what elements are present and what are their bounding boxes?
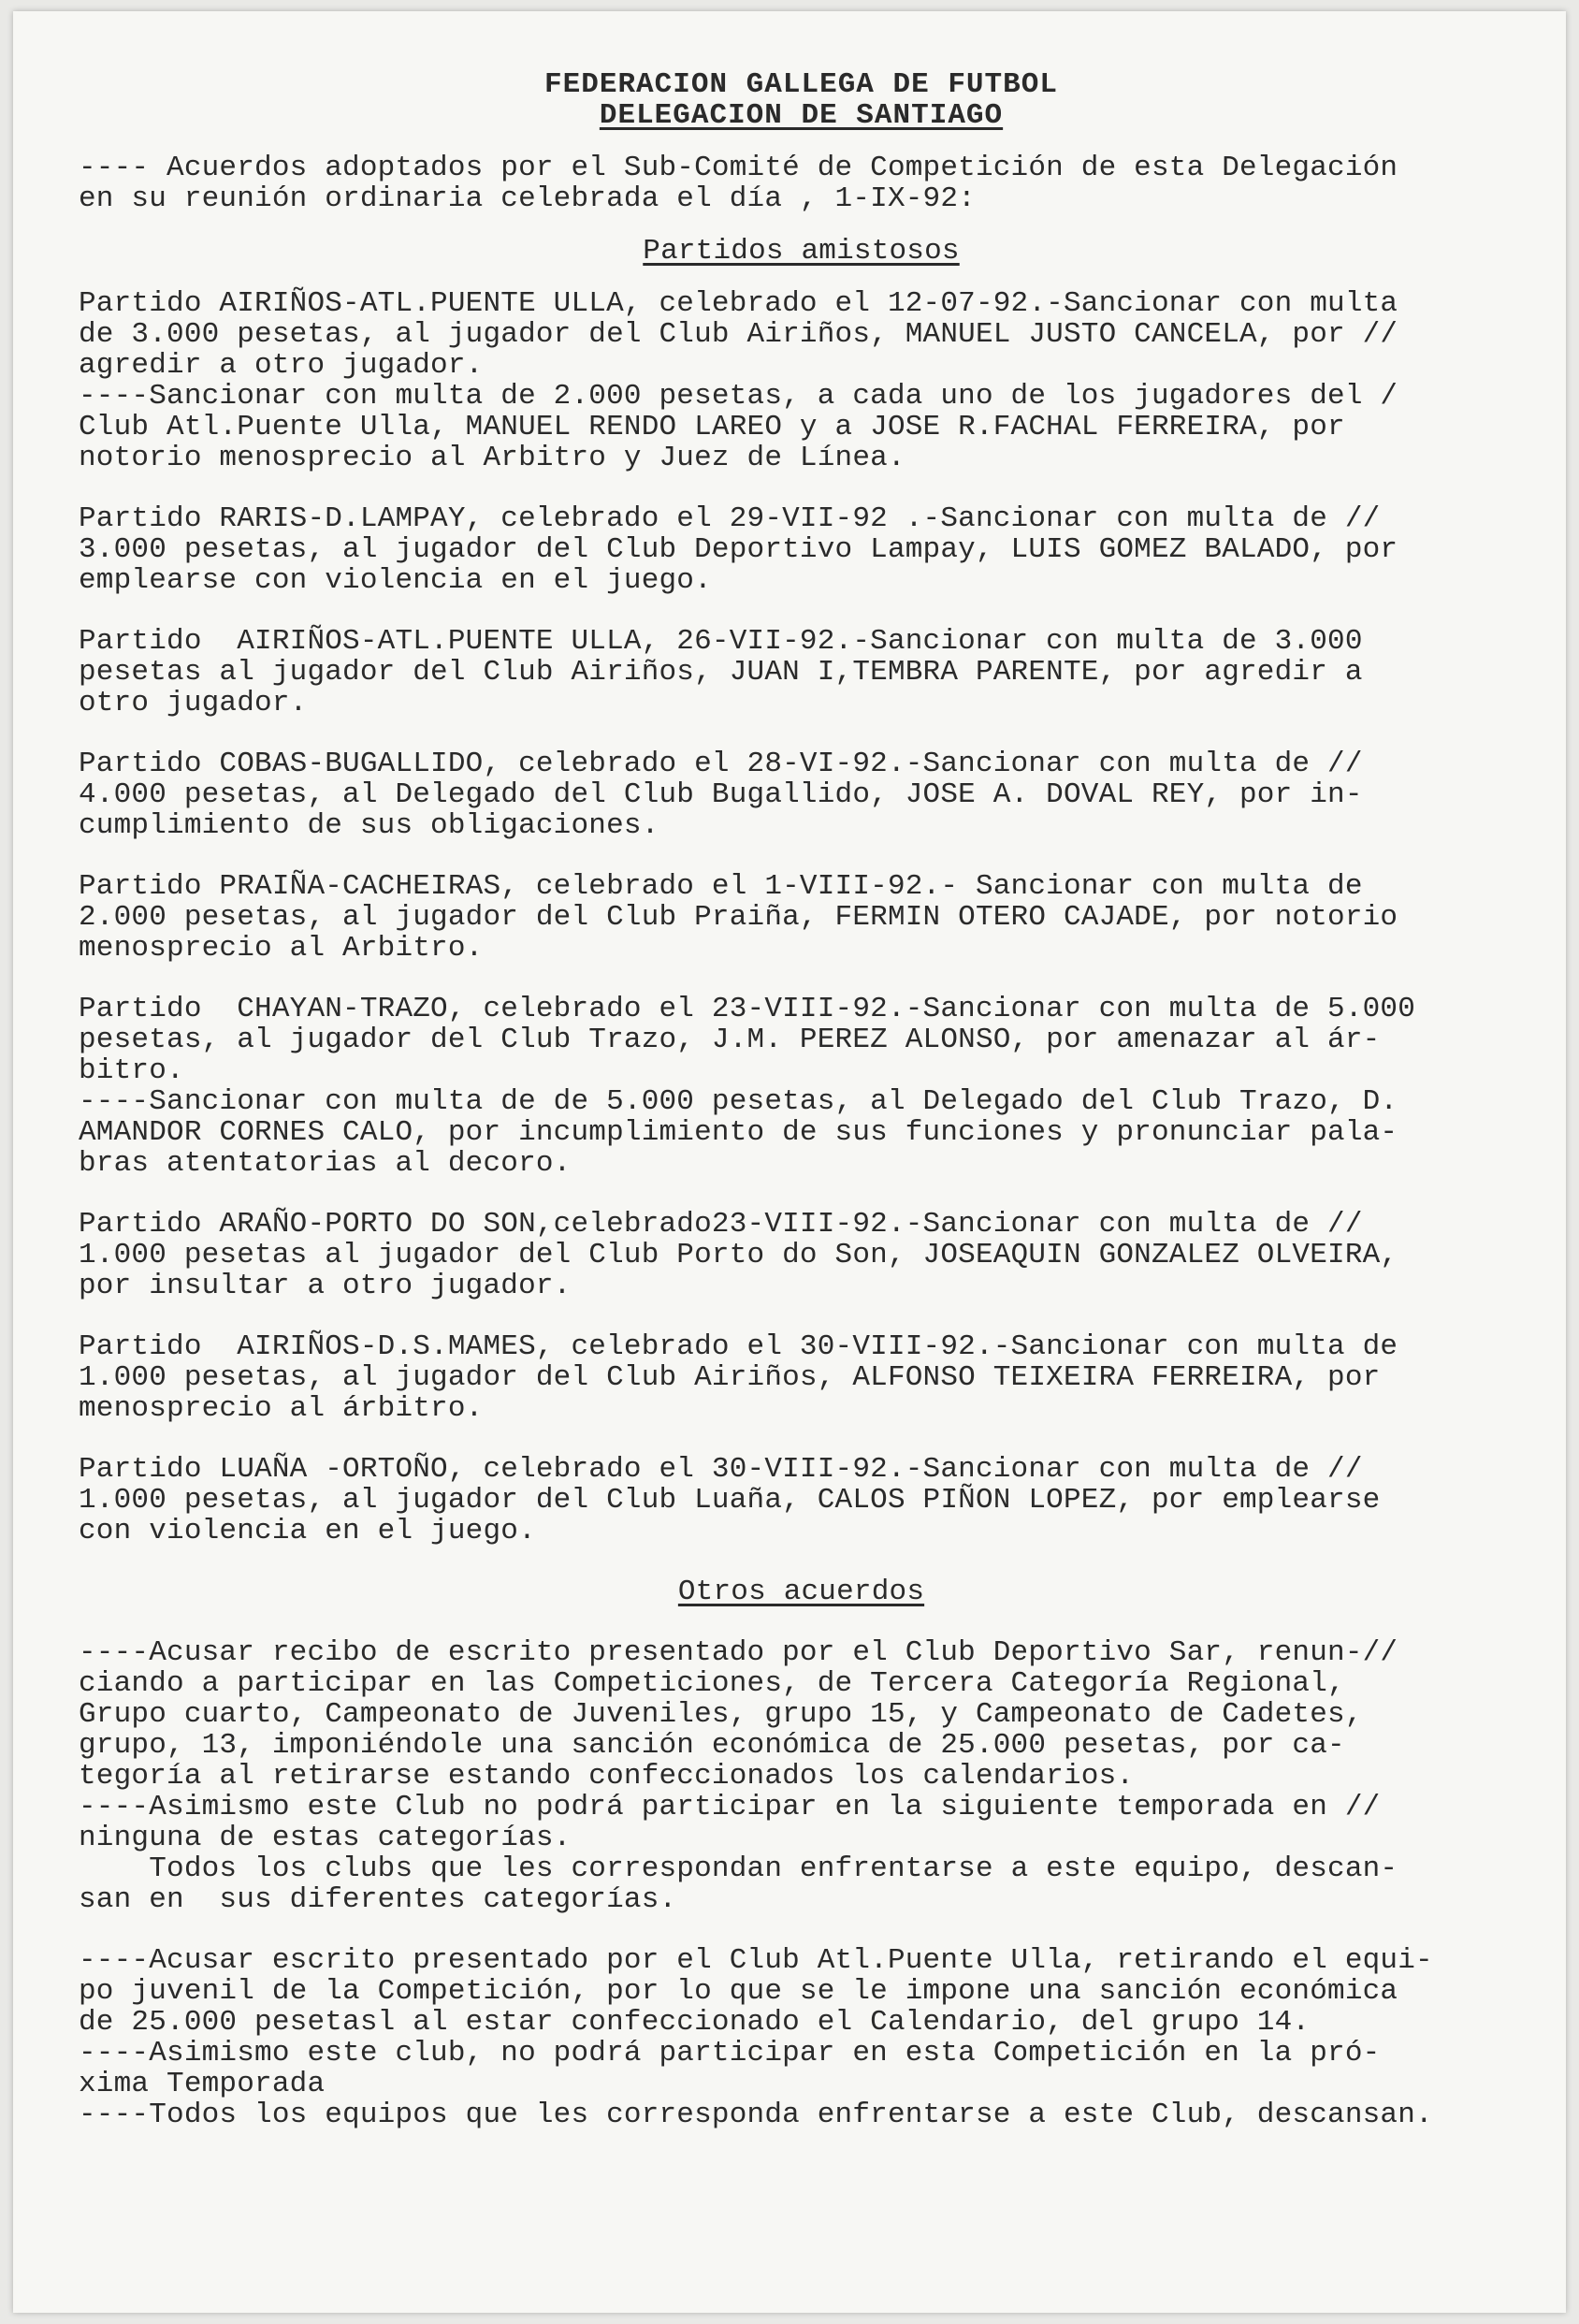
- section-title-amistosos: Partidos amistosos: [643, 235, 960, 268]
- agreement-paragraph: ----Acusar recibo de escrito presentado por el Club Deportivo Sar, renun-// ciando a participar en las Competiciones, de Tercera Categoría Regional, Grupo cuarto, Campeonato de Juveniles, grupo 15, y Campeonato de Cadetes, grupo, 13, imponiéndole una sanción económica de 25.000 pesetas, por ca- tegoría al retirarse estando confeccionados los calendarios. ----Asimismo este Club no podrá participar en la siguiente temporada en // ninguna de estas categorías. Todos los clubs que les correspondan enfrentarse a este equipo, descan- san en sus diferentes categorías.: [79, 1636, 1398, 1916]
- intro-paragraph: ---- Acuerdos adoptados por el Sub-Comité de Competición de esta Delegación en su reunión ordinaria celebrada el día , 1-IX-92:: [79, 152, 1398, 215]
- sanction-paragraph: Partido AIRIÑOS-ATL.PUENTE ULLA, 26-VII-92.-Sancionar con multa de 3.000 pesetas al jugador del Club Airiños, JUAN I,TEMBRA PARENTE, por agredir a otro jugador.: [79, 625, 1363, 719]
- sanction-paragraph: Partido COBAS-BUGALLIDO, celebrado el 28-VI-92.-Sancionar con multa de // 4.000 pesetas, al Delegado del Club Bugallido, JOSE A. DOVAL REY, por in- cumplimiento de sus obligaciones.: [79, 748, 1363, 842]
- document-page: [13, 11, 1566, 2313]
- document-body: [79, 69, 1524, 2130]
- sanction-paragraph: Partido CHAYAN-TRAZO, celebrado el 23-VIII-92.-Sancionar con multa de 5.000 pesetas, al jugador del Club Trazo, J.M. PEREZ ALONSO, por amenazar al ár- bitro. ----Sancionar con multa de de 5.000 pesetas, al Delegado del Club Trazo, D. AMANDOR CORNES CALO, por incumplimiento de sus funciones y pronunciar pala- bras atentatorias al decoro.: [79, 993, 1416, 1180]
- delegation-name: DELEGACION DE SANTIAGO: [599, 99, 1004, 132]
- agreement-paragraph: ----Acusar escrito presentado por el Club Atl.Puente Ulla, retirando el equi- po juvenil de la Competición, por lo que se le impone una sanción económica de 25.000 pesetasl al estar confeccionado el Calendario, del grupo 14. ----Asimismo este club, no podrá participar en esta Competición en la pró- xima Temporada ----Todos los equipos que les corresponda enfrentarse a este Club, descansan.: [79, 1944, 1433, 2131]
- federation-name: FEDERACION GALLEGA DE FUTBOL: [544, 68, 1058, 101]
- sanction-paragraph: Partido AIRIÑOS-ATL.PUENTE ULLA, celebrado el 12-07-92.-Sancionar con multa de 3.000 pesetas, al jugador del Club Airiños, MANUEL JUSTO CANCELA, por // agredir a otro jugador. ----Sancionar con multa de 2.000 pesetas, a cada uno de los jugadores del / Club Atl.Puente Ulla, MANUEL RENDO LAREO y a JOSE R.FACHAL FERREIRA, por notorio menosprecio al Arbitro y Juez de Línea.: [79, 287, 1398, 474]
- sanction-paragraph: Partido AIRIÑOS-D.S.MAMES, celebrado el 30-VIII-92.-Sancionar con multa de 1.000 pesetas, al jugador del Club Airiños, ALFONSO TEIXEIRA FERREIRA, por menosprecio al árbitro.: [79, 1330, 1398, 1425]
- sanction-paragraph: Partido LUAÑA -ORTOÑO, celebrado el 30-VIII-92.-Sancionar con multa de // 1.000 pesetas, al jugador del Club Luaña, CALOS PIÑON LOPEZ, por emplearse con violencia en el juego.: [79, 1453, 1381, 1547]
- sanction-paragraph: Partido PRAIÑA-CACHEIRAS, celebrado el 1-VIII-92.- Sancionar con multa de 2.000 pesetas, al jugador del Club Praiña, FERMIN OTERO CAJADE, por notorio menosprecio al Arbitro.: [79, 870, 1398, 965]
- letterhead: [79, 69, 1524, 131]
- sanction-paragraph: Partido ARAÑO-PORTO DO SON,celebrado23-VIII-92.-Sancionar con multa de // 1.000 pesetas al jugador del Club Porto do Son, JOSEAQUIN GONZALEZ OLVEIRA, por insultar a otro jugador.: [79, 1208, 1398, 1302]
- section-title-otros-acuerdos: Otros acuerdos: [677, 1576, 925, 1608]
- sanction-paragraph: Partido RARIS-D.LAMPAY, celebrado el 29-VII-92 .-Sancionar con multa de // 3.000 pesetas, al jugador del Club Deportivo Lampay, LUIS GOMEZ BALADO, por emplearse con violencia en el juego.: [79, 502, 1398, 597]
